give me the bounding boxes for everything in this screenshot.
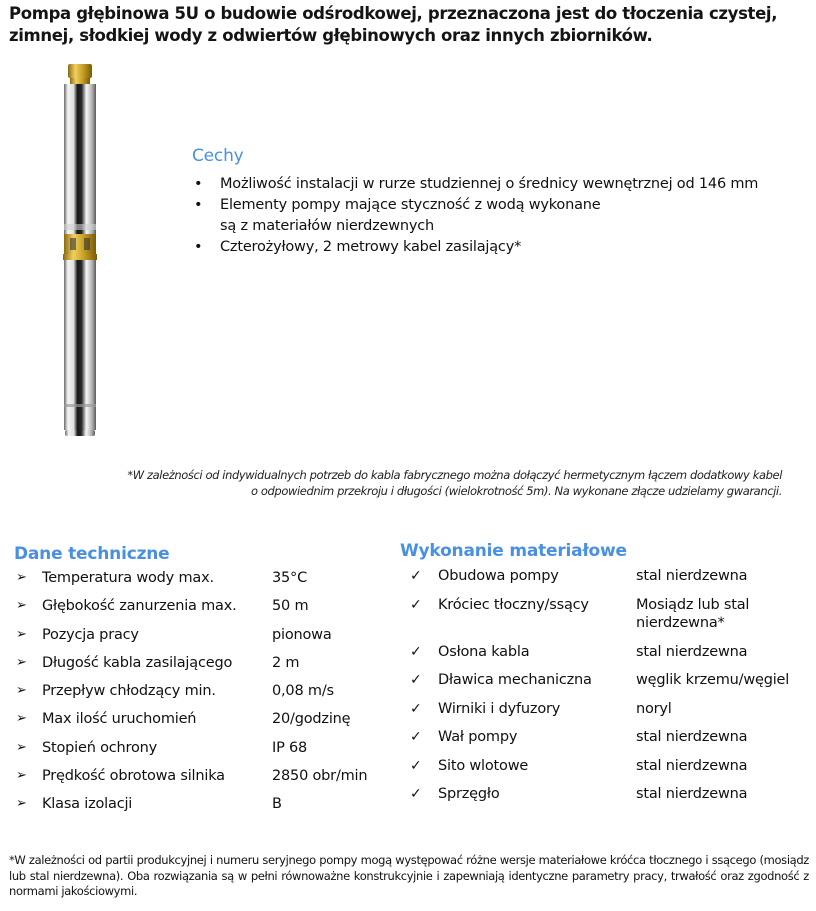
- feature-text: Możliwość instalacji w rurze studziennej o średnicy wewnętrznej od 146 mm: [220, 176, 759, 192]
- arrow-bullet-icon: ➢: [16, 598, 27, 614]
- features-list: [192, 174, 812, 258]
- spec-value: 35°C: [272, 570, 308, 586]
- material-value: stal nierdzewna: [636, 786, 748, 802]
- material-value: [636, 596, 812, 632]
- checkmark-icon: ✓: [410, 700, 422, 717]
- checkmark-icon: ✓: [410, 757, 422, 774]
- arrow-bullet-icon: ➢: [16, 570, 27, 585]
- spec-label: Klasa izolacji: [42, 796, 133, 813]
- feature-item: [192, 174, 812, 195]
- spec-row: [14, 569, 394, 597]
- spec-label: Przepływ chłodzący min.: [42, 683, 216, 700]
- spec-value: 50 m: [272, 598, 309, 615]
- materials-title: Wykonanie materiałowe: [400, 541, 627, 561]
- spec-row: [14, 682, 394, 710]
- features-title: Cechy: [192, 146, 244, 166]
- features-section: [192, 146, 812, 258]
- material-label: Króciec tłoczny/ssący: [438, 596, 589, 613]
- spec-value: pionowa: [272, 626, 332, 643]
- material-value: węglik krzemu/węgiel: [636, 672, 790, 688]
- arrow-bullet-icon: ➢: [16, 626, 27, 642]
- arrow-bullet-icon: ➢: [16, 796, 27, 812]
- material-label: Sito wlotowe: [438, 757, 529, 774]
- spec-row: [14, 767, 394, 795]
- material-value: stal nierdzewna: [636, 729, 748, 745]
- spec-label: Stopień ochrony: [42, 739, 158, 756]
- checkmark-icon: ✓: [410, 786, 422, 802]
- material-value: stal nierdzewna: [636, 568, 748, 584]
- feature-text-continued: są z materiałów nierdzewnych: [220, 218, 434, 234]
- intro-paragraph: Pompa głębinowa 5U o budowie odśrodkowej, przeznaczona jest do tłoczenia czystej, zimnej, słodkiej wody z odwiertów głębinowych oraz innych zbiorników.: [9, 4, 778, 45]
- spec-row: [14, 710, 394, 738]
- spec-label: Długość kabla zasilającego: [42, 654, 233, 671]
- feature-item: [192, 195, 812, 237]
- feature-text: Elementy pompy mające styczność z wodą wykonane: [220, 197, 601, 213]
- spec-label: Max ilość uruchomień: [42, 711, 197, 728]
- checkmark-icon: ✓: [410, 643, 422, 660]
- feature-item: [192, 237, 812, 258]
- material-label: Obudowa pompy: [438, 568, 559, 584]
- materials-section: [400, 541, 812, 814]
- material-value: noryl: [636, 700, 672, 717]
- spec-row: [14, 795, 394, 823]
- arrow-bullet-icon: ➢: [16, 654, 27, 670]
- cable-footnote-line: *W zależności od indywidualnych potrzeb do kabla fabrycznego można dołączyć hermetycznym łączem dodatkowy kabel: [127, 468, 782, 482]
- arrow-bullet-icon: ➢: [16, 683, 27, 699]
- material-row: [400, 700, 812, 729]
- material-label: Osłona kabla: [438, 643, 530, 660]
- material-row: [400, 728, 812, 757]
- spec-row: [14, 739, 394, 767]
- bullet-icon: •: [194, 197, 203, 213]
- material-label: Wirniki i dyfuzory: [438, 700, 561, 717]
- spec-row: [14, 654, 394, 682]
- material-value-line: Mosiądz lub stal: [636, 596, 750, 613]
- arrow-bullet-icon: ➢: [16, 768, 27, 784]
- material-row: [400, 757, 812, 786]
- material-row: [400, 596, 812, 643]
- spec-row: [14, 626, 394, 654]
- spec-label: Pozycja pracy: [42, 626, 139, 643]
- spec-value: B: [272, 796, 282, 813]
- material-value: stal nierdzewna: [636, 757, 748, 774]
- material-row: [400, 785, 812, 814]
- spec-label: Głębokość zanurzenia max.: [42, 598, 237, 615]
- material-label: Sprzęgło: [438, 786, 500, 802]
- spec-value: IP 68: [272, 739, 308, 756]
- checkmark-icon: ✓: [410, 729, 422, 745]
- spec-label: Prędkość obrotowa silnika: [42, 768, 225, 785]
- material-row: [400, 671, 812, 700]
- bullet-icon: •: [194, 176, 203, 192]
- material-value: stal nierdzewna: [636, 643, 748, 660]
- material-footnote: *W zależności od partii produkcyjnej i numeru seryjnego pompy mogą występować różne wersje materiałowe króćca tłocznego i ssącego (mosiądz lub stal nierdzewna). Oba rozwiązania są w pełni równoważne konstrukcyjnie i zapewniają identyczne parametry pracy, trwałość oraz zgodność z normami jakościowymi.: [9, 853, 809, 898]
- arrow-bullet-icon: ➢: [16, 739, 27, 755]
- spec-value: 2850 obr/min: [272, 768, 368, 785]
- bullet-icon: •: [194, 239, 203, 255]
- spec-row: [14, 597, 394, 625]
- spec-value: 0,08 m/s: [272, 683, 334, 700]
- spec-value: 20/godzinę: [272, 711, 351, 728]
- spec-value: 2 m: [272, 654, 300, 671]
- material-label: Wał pompy: [438, 729, 518, 745]
- material-row: [400, 643, 812, 672]
- cable-footnote-line: o odpowiednim przekroju i długości (wielokrotność 5m). Na wykonane złącze udzielamy gwarancji.: [251, 483, 782, 498]
- material-label: Dławica mechaniczna: [438, 672, 592, 688]
- feature-text: Czterożyłowy, 2 metrowy kabel zasilający*: [220, 239, 522, 255]
- checkmark-icon: ✓: [410, 596, 422, 613]
- spec-label: Temperatura wody max.: [42, 570, 214, 586]
- checkmark-icon: ✓: [410, 672, 422, 688]
- pump-image: [60, 64, 100, 440]
- checkmark-icon: ✓: [410, 568, 422, 584]
- material-value-line: nierdzewna*: [636, 614, 725, 631]
- technical-data-section: [14, 544, 394, 824]
- technical-data-title: Dane techniczne: [14, 544, 170, 564]
- arrow-bullet-icon: ➢: [16, 711, 27, 727]
- submersible-pump-icon: [60, 64, 100, 440]
- material-row: [400, 567, 812, 596]
- cable-footnote: [22, 468, 782, 499]
